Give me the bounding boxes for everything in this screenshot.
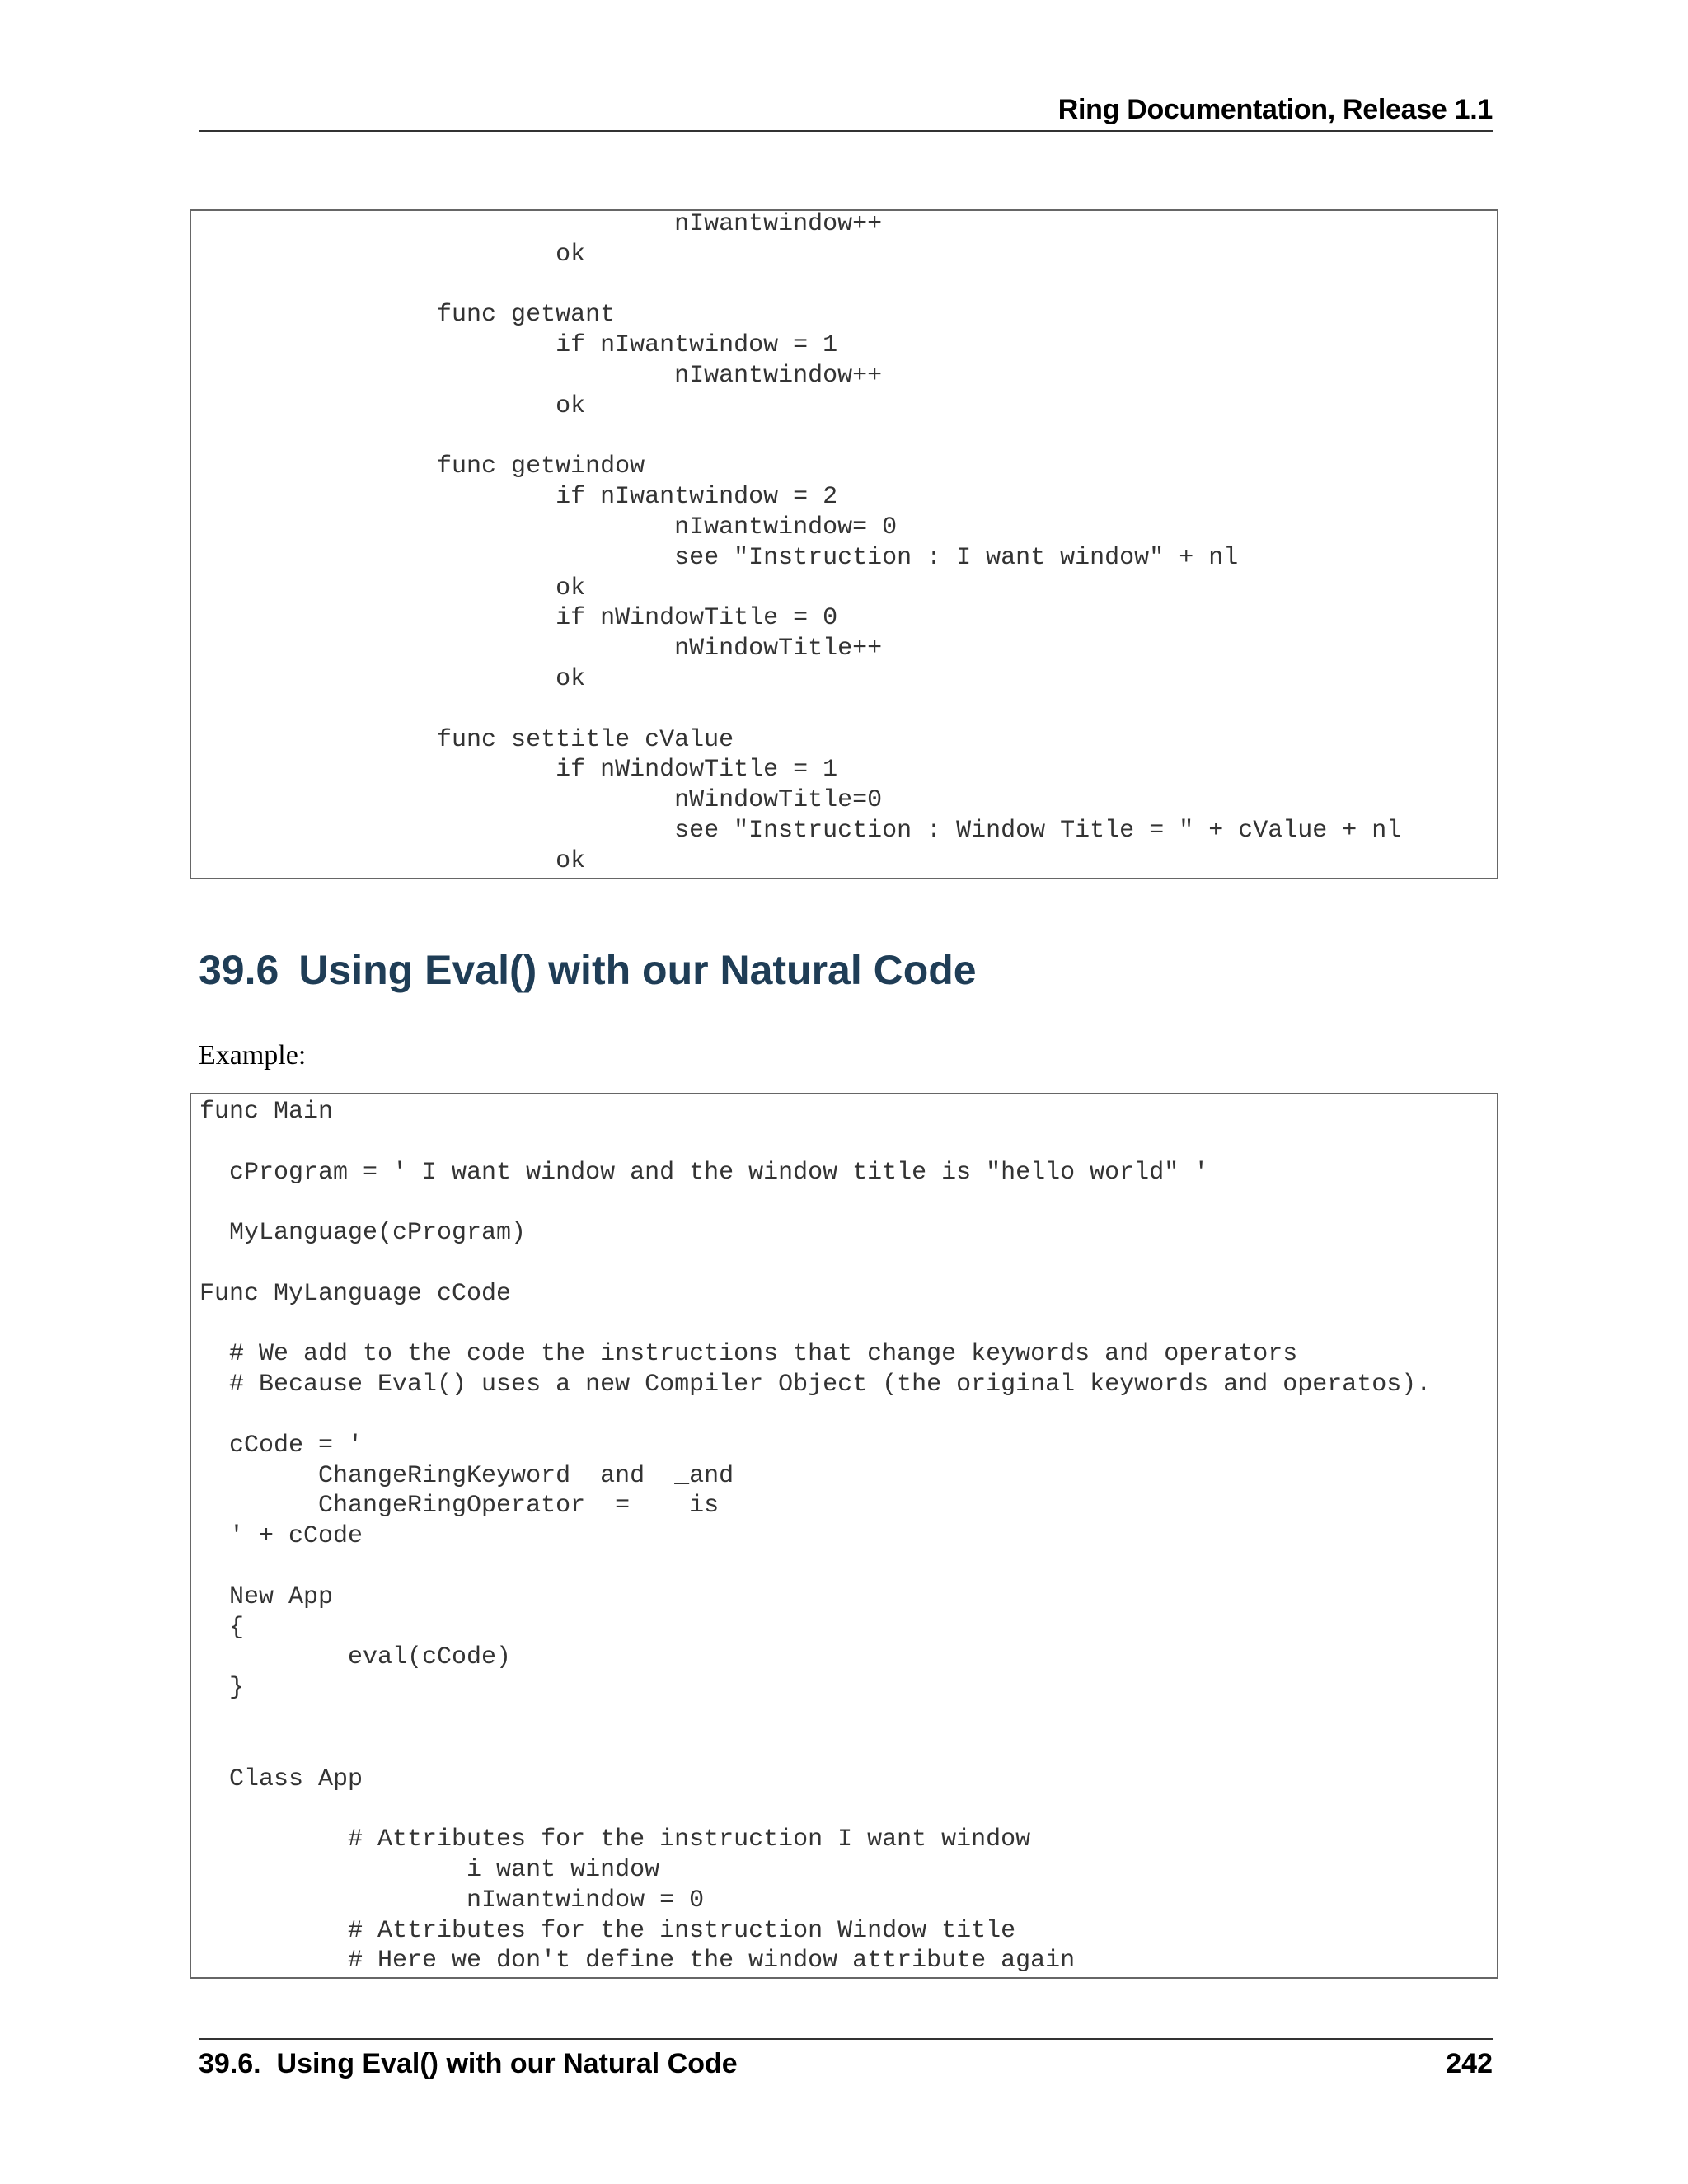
page-number: 242 — [1446, 2048, 1493, 2079]
code-block — [190, 209, 1498, 879]
code-block — [190, 1093, 1498, 1979]
page-footer — [199, 2038, 1493, 2079]
footer-section-label: 39.6. Using Eval() with our Natural Code — [199, 2048, 738, 2079]
example-label: Example: — [199, 1040, 307, 1071]
section-title: Using Eval() with our Natural Code — [298, 947, 977, 993]
document-title: Ring Documentation, Release 1.1 — [1057, 94, 1493, 125]
code-listing: func Main cProgram = ' I want window and the window title is "hello world" ' MyLanguage(cProgram) Func MyLanguage cCode # We add to the code the instructions that change keywords and operators # Because Eval() uses a new Compiler Object (the original keywords and operatos). cCode = ' ChangeRingKeyword and _and ChangeRingOperator = is ' + cCode New App { eval(cCode) } Class App # Attributes for the instruction I want window i want window nIwantwindow = 0 # Attributes for the instruction Window title # Here we don't define the window attribute again — [199, 1098, 1432, 1975]
code-listing: nIwantwindow++ ok func getwant if nIwantwindow = 1 nIwantwindow++ ok func getwindow if nIwantwindow = 2 nIwantwindow= 0 see "Instruction : I want window" + nl ok if nWindowTitle = 0 nWindowTitle++ ok func settitle cValue if nWindowTitle = 1 nWindowTitle=0 see "Instruction : Window Title = " + cValue + nl ok — [437, 210, 1402, 875]
page-header — [199, 89, 1493, 132]
section-number: 39.6 — [199, 947, 279, 993]
section-heading — [199, 946, 977, 994]
